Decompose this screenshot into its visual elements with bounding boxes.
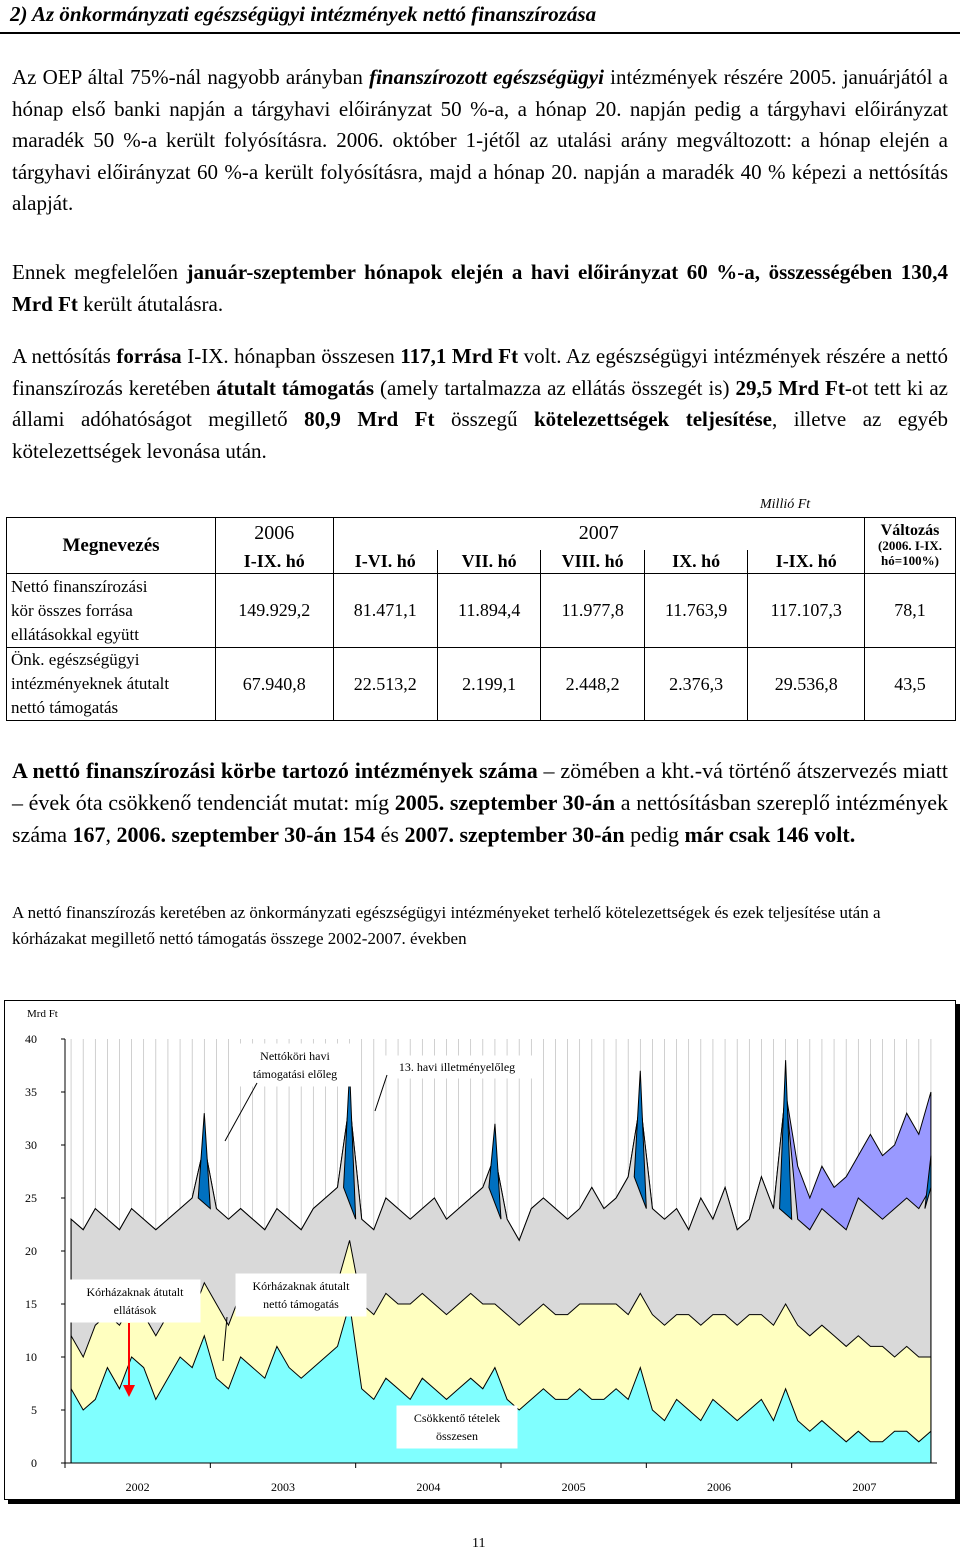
paragraph-1: Az OEP által 75%-nál nagyobb arányban finanszírozott egészségügyi intézmények részére 2005. januárjától a hónap első banki napján a tárgyhavi előirányzat 50 %-a, a hónap 20. napján pedig a tárgyhavi előirányzat maradék 50 %-a került folyósításra. 2006. október 1-jétől az utalási arány megváltozott: a hónap elején a tárgyhavi előirányzat 60 %-a került folyósításra, majd a hónap 20. napján a maradék 40 % képezi a nettósítás alapját.	[12, 65, 948, 216]
y-axis-label: Mrd Ft	[27, 1008, 58, 1020]
paragraph-3: A nettósítás forrása I-IX. hónapban összesen 117,1 Mrd Ft volt. Az egészségügyi intézmények részére a nettó finanszírozás keretében átutalt támogatás (amely tartalmazza az ellátás összegét is) 29,5 Mrd Ft-ot tett ki az állami adóhatóságot megillető 80,9 Mrd Ft összegű kötelezettségek teljesítése, illetve az egyéb kötelezettségek levonása után.	[12, 344, 948, 463]
table-row	[7, 574, 956, 648]
thirteenth-month-spike	[198, 1113, 210, 1208]
y-tick-label: 20	[25, 1244, 37, 1258]
y-tick-label: 5	[31, 1403, 37, 1417]
year-2006: 2006	[216, 518, 334, 550]
table-cell: 11.894,4	[437, 574, 540, 648]
period-5: I-IX. hó	[748, 550, 865, 574]
heading-rule	[0, 32, 960, 34]
chart-caption: A nettó finanszírozás keretében az önkormányzati egészségügyi intézményeket terhelő kötelezettségek és ezek teljesítése után a kórházakat megillető nettó támogatás összege 2002-2007. években	[12, 903, 881, 948]
table-cell: 149.929,2	[216, 574, 334, 648]
table-cell: 2.448,2	[541, 648, 644, 721]
annotation-net: Kórházaknak átutalt	[252, 1279, 350, 1293]
chart-frame	[4, 1000, 956, 1500]
row-label: Önk. egészségügyi intézményeknek átutalt nettó támogatás	[7, 648, 216, 721]
y-tick-label: 40	[25, 1032, 37, 1046]
annotation-advance: támogatási előleg	[252, 1067, 338, 1081]
table-cell: 2.376,3	[644, 648, 747, 721]
section-heading: 2) Az önkormányzati egészségügyi intézmények nettó finanszírozása	[10, 2, 597, 26]
x-tick-label: 2003	[271, 1480, 295, 1494]
row-label: Nettó finanszírozási kör összes forrása ellátásokkal együtt	[7, 574, 216, 648]
annotation-reductions: összesen	[436, 1429, 478, 1443]
annotation-benefits: ellátások	[113, 1303, 157, 1317]
period-4: IX. hó	[644, 550, 747, 574]
table-cell: 81.471,1	[333, 574, 437, 648]
table-cell: 11.763,9	[644, 574, 747, 648]
table-cell: 67.940,8	[216, 648, 334, 721]
x-tick-label: 2004	[416, 1480, 441, 1494]
period-0: I-IX. hó	[216, 550, 334, 574]
table-cell: 22.513,2	[333, 648, 437, 721]
table-row	[7, 648, 956, 721]
finance-table	[6, 517, 956, 721]
leader-line	[225, 1083, 257, 1141]
x-tick-label: 2005	[561, 1480, 586, 1494]
y-tick-label: 35	[25, 1085, 37, 1099]
annotation-advance: Nettóköri havi	[260, 1049, 330, 1063]
period-1: I-VI. hó	[333, 550, 437, 574]
table-cell: 78,1	[865, 574, 956, 648]
y-tick-label: 30	[25, 1138, 37, 1152]
paragraph-4: A nettó finanszírozási körbe tartozó intézmények száma – zömében a kht.-vá történő átszervezés miatt – évek óta csökkenő tendenciát mutat: míg 2005. szeptember 30-án a nettósításban szereplő intézmények száma 167, 2006. szeptember 30-án 154 és 2007. szeptember 30-án pedig már csak 146 volt.	[12, 758, 949, 847]
y-tick-label: 0	[31, 1456, 37, 1470]
annotation-benefits: Kórházaknak átutalt	[86, 1285, 184, 1299]
area-chart	[5, 1001, 955, 1499]
x-tick-label: 2007	[852, 1480, 877, 1494]
page-number: 11	[472, 1536, 486, 1551]
table-cell: 43,5	[865, 648, 956, 721]
period-2: VII. hó	[437, 550, 540, 574]
table-unit: Millió Ft	[760, 497, 811, 512]
table-cell: 11.977,8	[541, 574, 644, 648]
table-cell: 29.536,8	[748, 648, 865, 721]
paragraph-2: Ennek megfelelően január-szeptember hónapok elején a havi előirányzat 60 %-a, összességében 130,4 Mrd Ft került átutalásra.	[12, 260, 948, 316]
y-tick-label: 25	[25, 1191, 37, 1205]
y-tick-label: 10	[25, 1350, 37, 1364]
table-cell: 2.199,1	[437, 648, 540, 721]
leader-line	[375, 1075, 387, 1111]
annotation-thirteenth: 13. havi illetményelőleg	[398, 1060, 516, 1074]
table-cell: 117.107,3	[748, 574, 865, 648]
x-tick-label: 2002	[125, 1480, 150, 1494]
y-tick-label: 15	[25, 1297, 37, 1311]
annotation-net: nettó támogatás	[263, 1297, 339, 1311]
x-tick-label: 2006	[707, 1480, 731, 1494]
col-header: Megnevezés	[7, 518, 216, 574]
period-3: VIII. hó	[541, 550, 644, 574]
annotation-reductions: Csökkentő tételek	[413, 1411, 501, 1425]
change-header: Változás (2006. I-IX. hó=100%)	[865, 518, 956, 574]
year-2007: 2007	[333, 518, 865, 550]
